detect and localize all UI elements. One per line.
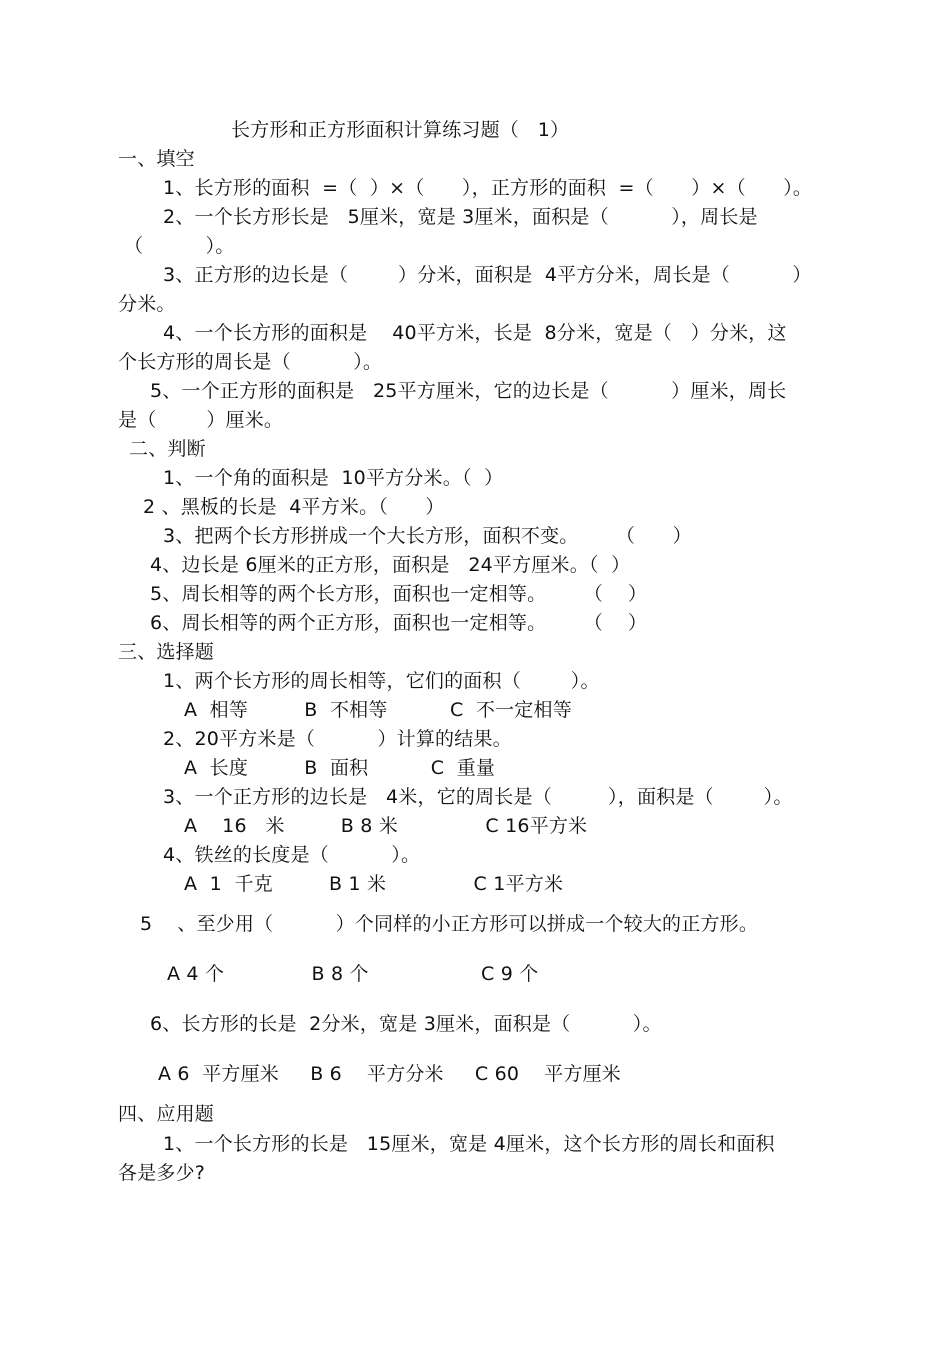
judge-question-4: 4、边长是 6厘米的正方形，面积是 24平方厘米。（ ） xyxy=(150,554,631,576)
judge-question-6: 6、周长相等的两个正方形，面积也一定相等。 （ ） xyxy=(150,612,648,634)
section-heading-apply: 四、应用题 xyxy=(118,1103,215,1125)
choice-question-5: 5 、至少用（ ）个同样的小正方形可以拼成一个较大的正方形。 xyxy=(140,913,759,935)
page-title: 长方形和正方形面积计算练习题（ 1） xyxy=(231,119,570,141)
fill-question-3-line-1: 3、正方形的边长是（ ）分米，面积是 4平方分米，周长是（ ） xyxy=(163,264,812,286)
choice-options-2: A 长度 B 面积 C 重量 xyxy=(184,757,496,779)
choice-options-1: A 相等 B 不相等 C 不一定相等 xyxy=(184,699,572,721)
section-heading-fill: 一、填空 xyxy=(118,148,195,170)
fill-question-3-line-2: 分米。 xyxy=(118,293,176,315)
choice-options-5: A 4 个 B 8 个 C 9 个 xyxy=(167,963,539,985)
choice-question-6: 6、长方形的长是 2分米，宽是 3厘米，面积是（ ）。 xyxy=(150,1013,662,1035)
fill-question-4-line-2: 个长方形的周长是（ ）。 xyxy=(118,351,383,373)
fill-question-2-line-1: 2、一个长方形长是 5厘米，宽是 3厘米，面积是（ ），周长是 xyxy=(163,206,758,228)
section-heading-choice: 三、选择题 xyxy=(118,641,215,663)
fill-question-2-line-2: （ ）。 xyxy=(124,235,235,257)
choice-options-3: A 16 米 B 8 米 C 16平方米 xyxy=(184,815,588,837)
fill-question-4-line-1: 4、一个长方形的面积是 40平方米，长是 8分米，宽是（ ）分米，这 xyxy=(163,322,787,344)
choice-question-4: 4、铁丝的长度是（ ）。 xyxy=(163,844,421,866)
judge-question-1: 1、一个角的面积是 10平方分米。（ ） xyxy=(163,467,504,489)
choice-question-2: 2、20平方米是（ ）计算的结果。 xyxy=(163,728,512,750)
judge-question-3: 3、把两个长方形拼成一个大长方形，面积不变。 （ ） xyxy=(163,525,692,547)
choice-options-6: A 6 平方厘米 B 6 平方分米 C 60 平方厘米 xyxy=(158,1063,621,1085)
apply-question-1-line-1: 1、一个长方形的长是 15厘米，宽是 4厘米，这个长方形的周长和面积 xyxy=(163,1133,775,1155)
choice-question-1: 1、两个长方形的周长相等，它们的面积（ ）。 xyxy=(163,670,600,692)
choice-question-3: 3、一个正方形的边长是 4米，它的周长是（ ），面积是（ ）。 xyxy=(163,786,793,808)
judge-question-2: 2 、黑板的长是 4平方米。（ ） xyxy=(143,496,445,518)
fill-question-5-line-1: 5、一个正方形的面积是 25平方厘米，它的边长是（ ）厘米，周长 xyxy=(150,380,787,402)
apply-question-1-line-2: 各是多少? xyxy=(118,1162,206,1184)
section-heading-judge: 二、判断 xyxy=(129,438,206,460)
fill-question-5-line-2: 是（ ）厘米。 xyxy=(118,409,284,431)
choice-options-4: A 1 千克 B 1 米 C 1平方米 xyxy=(184,873,564,895)
judge-question-5: 5、周长相等的两个长方形，面积也一定相等。 （ ） xyxy=(150,583,648,605)
fill-question-1: 1、长方形的面积 =（ ）×（ ），正方形的面积 =（ ）×（ ）。 xyxy=(163,177,813,199)
